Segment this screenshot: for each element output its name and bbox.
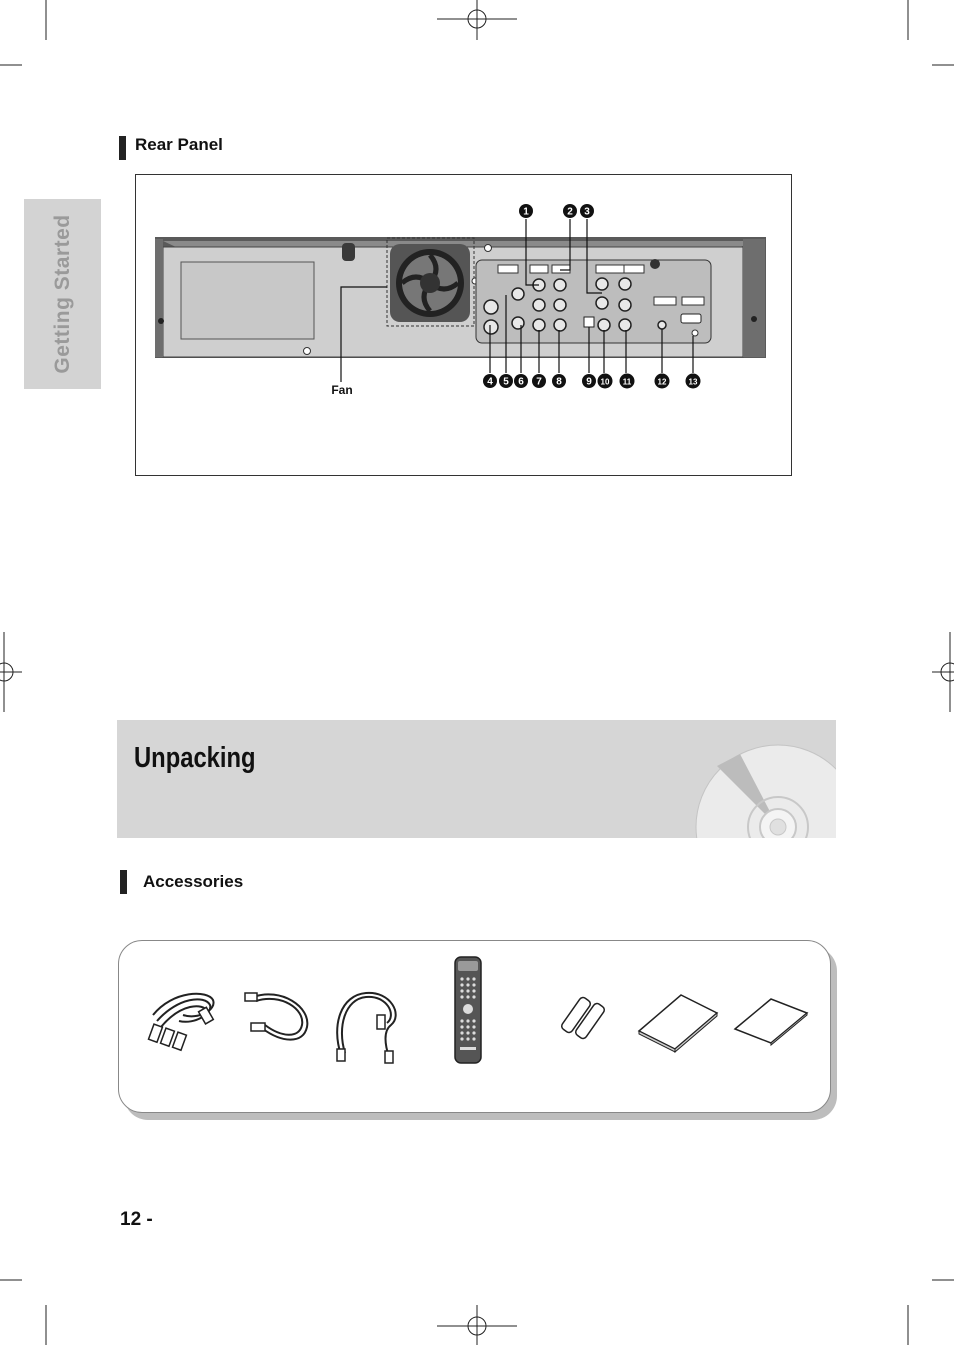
accessories-box <box>118 940 831 1113</box>
manual-icon <box>637 993 719 1053</box>
callout-2 <box>563 204 577 218</box>
svg-text:1: 1 <box>523 206 529 218</box>
page-number: 12 - <box>120 1209 153 1230</box>
svg-text:4: 4 <box>487 376 493 388</box>
disc-icon <box>695 744 836 838</box>
callout-13 <box>686 374 701 389</box>
svg-text:10: 10 <box>600 377 610 387</box>
svg-text:12: 12 <box>657 377 667 387</box>
fan-label: Fan <box>331 383 353 397</box>
av-cable-icon <box>143 985 223 1057</box>
rear-panel-illustration <box>136 175 791 475</box>
svg-text:5: 5 <box>503 376 509 388</box>
callout-7 <box>532 374 546 388</box>
callout-4 <box>483 374 497 388</box>
batteries-icon <box>551 993 611 1041</box>
svg-text:13: 13 <box>688 377 698 387</box>
svg-text:7: 7 <box>536 376 542 388</box>
rear-panel-diagram <box>135 174 792 476</box>
callout-3 <box>580 204 594 218</box>
callout-6 <box>514 374 528 388</box>
callout-1 <box>519 204 533 218</box>
svg-text:8: 8 <box>556 376 562 388</box>
svg-text:9: 9 <box>586 376 592 388</box>
unpacking-title: Unpacking <box>134 742 256 774</box>
accessories-heading: Accessories <box>143 872 244 891</box>
callout-12 <box>655 374 670 389</box>
callout-10 <box>598 374 613 389</box>
svg-text:6: 6 <box>518 376 524 388</box>
callout-8 <box>552 374 566 388</box>
section-marker <box>120 870 127 894</box>
svg-text:3: 3 <box>584 206 590 218</box>
rear-panel-heading: Rear Panel <box>135 135 223 154</box>
remote-control-icon <box>453 955 483 1065</box>
svg-text:11: 11 <box>622 377 632 387</box>
quick-guide-icon <box>733 997 809 1047</box>
fm-antenna-icon <box>331 985 409 1065</box>
callout-5 <box>499 374 513 388</box>
side-tab-label: Getting Started <box>50 214 74 374</box>
unpacking-banner <box>117 720 836 838</box>
section-marker <box>119 136 126 160</box>
rf-cable-icon <box>241 987 313 1049</box>
callout-9 <box>582 374 596 388</box>
callout-11 <box>620 374 635 389</box>
svg-text:2: 2 <box>567 206 573 218</box>
side-tab <box>24 199 101 389</box>
